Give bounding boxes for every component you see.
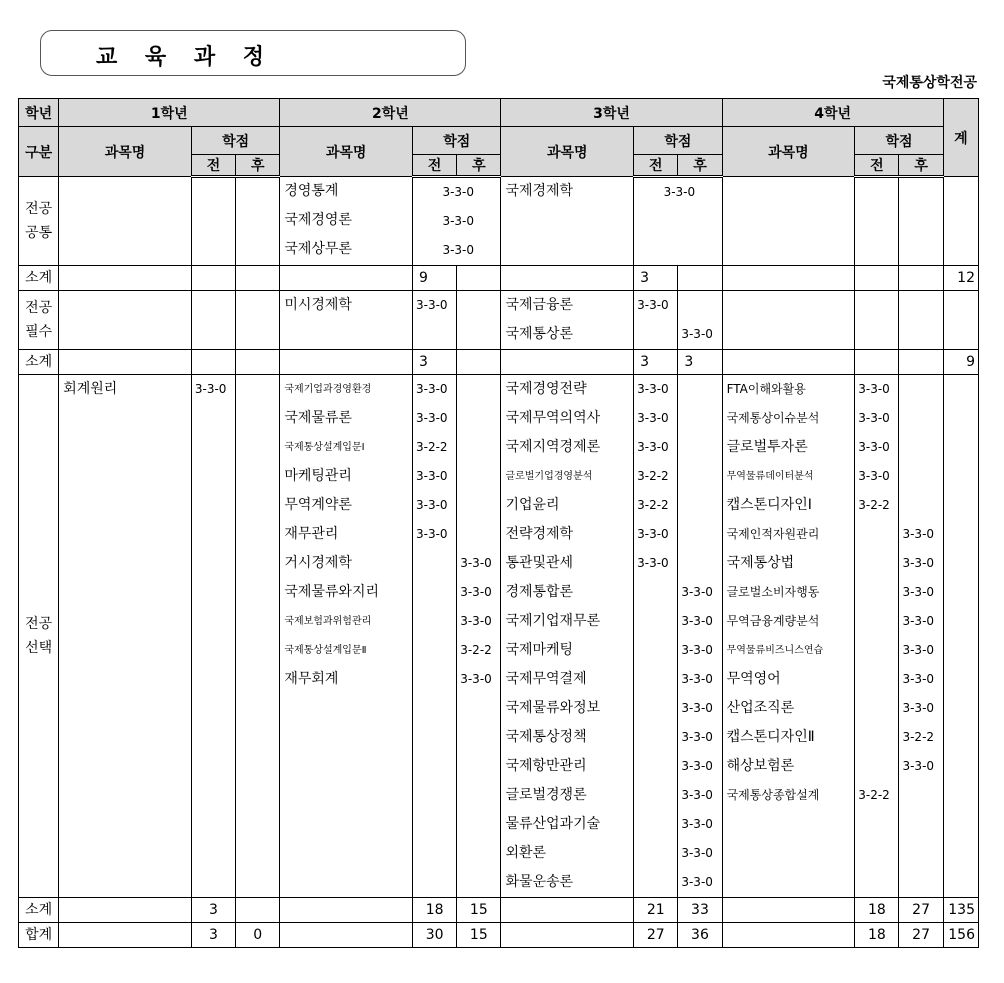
grand-total-y3-second: 36 (678, 923, 722, 948)
course-credit: 3-3-0 (902, 701, 935, 715)
course-name: 글로벌기업경영분석 (505, 471, 593, 482)
course-name: 통관및관세 (505, 555, 574, 571)
course-credit: 3-3-0 (902, 643, 935, 657)
course-credit: 3-3-0 (681, 672, 713, 686)
course-credit (634, 723, 677, 752)
course-name: 국제경영론 (284, 212, 352, 228)
course-header-y3: 과목명 (501, 127, 634, 177)
course-name: 경영통계 (284, 183, 339, 199)
course-name: 글로벌투자론 (726, 439, 808, 455)
elective-subtotal-y2-second: 15 (457, 898, 501, 923)
course-credit (899, 462, 942, 491)
course-header-y4: 과목명 (722, 127, 855, 177)
course-credit: 3-3-0 (681, 846, 713, 860)
first-sem-header-y3: 전 (634, 155, 678, 177)
course-credit (678, 375, 721, 404)
page-title: 교 육 과 정 (96, 44, 274, 70)
elective-y1-second (236, 375, 280, 898)
course-name: 회계원리 (63, 381, 118, 397)
course-name: 기업윤리 (505, 497, 560, 513)
course-credit: 3-3-0 (902, 585, 935, 599)
course-name: 국제금융론 (505, 297, 574, 313)
category-required: 전공 필수 (19, 291, 59, 350)
course-name: 국제기업재무론 (505, 613, 601, 629)
required-subtotal-y3-second: 3 (678, 350, 722, 375)
course-credit: 3-3-0 (416, 498, 448, 512)
course-credit (634, 694, 677, 723)
department-name: 국제통상학전공 (882, 75, 977, 91)
course-credit (634, 578, 677, 607)
course-credit: 3-3-0 (902, 672, 935, 686)
elective-subtotal-y2-first: 18 (413, 898, 457, 923)
required-y2-courses (280, 291, 413, 350)
course-credit: 3-3-0 (460, 585, 492, 599)
course-credit: 3-3-0 (194, 382, 227, 396)
course-name: 국제상무론 (284, 241, 352, 257)
course-credit: 3-3-0 (637, 411, 669, 425)
course-credit (678, 462, 721, 491)
elective-subtotal-total: 135 (943, 898, 978, 923)
course-credit: 3-3-0 (442, 185, 475, 199)
common-y2-credits (413, 177, 501, 266)
course-name: 화물운송론 (505, 874, 574, 890)
first-sem-header-y4: 전 (855, 155, 899, 177)
elective-y3-first (634, 375, 678, 898)
category-common: 전공 공통 (19, 177, 59, 266)
credit-header-y1: 학점 (191, 127, 279, 155)
first-sem-header-y2: 전 (413, 155, 457, 177)
course-credit (855, 723, 898, 752)
course-name: 무역계약론 (284, 497, 352, 513)
common-subtotal-label: 소계 (19, 266, 59, 291)
course-name: 재무회계 (284, 671, 339, 687)
course-credit (678, 433, 721, 462)
course-credit (457, 462, 500, 491)
grand-total-y2-first: 30 (413, 923, 457, 948)
course-credit: 3-3-0 (663, 185, 696, 199)
course-credit (634, 636, 677, 665)
elective-subtotal-y1-second (236, 898, 280, 923)
common-y2-courses (280, 177, 413, 266)
elective-y4-first (855, 375, 899, 898)
elective-subtotal-label: 소계 (19, 898, 59, 923)
course-name: 국제통상이슈분석 (726, 411, 820, 425)
course-credit (855, 694, 898, 723)
course-name: 재무관리 (284, 526, 339, 542)
first-sem-header-y1: 전 (191, 155, 235, 177)
course-credit: 3-3-0 (681, 614, 713, 628)
course-credit (634, 781, 677, 810)
course-credit: 3-3-0 (416, 298, 448, 312)
course-credit: 3-3-0 (858, 469, 890, 483)
required-subtotal-y3-first: 3 (634, 350, 678, 375)
course-credit: 3-3-0 (681, 788, 713, 802)
course-credit (634, 868, 677, 897)
second-sem-header-y2: 후 (457, 155, 501, 177)
course-credit: 3-3-0 (858, 382, 890, 396)
category-header: 구분 (19, 127, 59, 177)
course-credit (634, 607, 677, 636)
course-credit: 3-3-0 (637, 556, 669, 570)
course-credit (236, 375, 279, 404)
year-1-header: 1학년 (59, 99, 280, 127)
course-credit (855, 578, 898, 607)
grand-total-label: 합계 (19, 923, 59, 948)
grand-total-y1-second: 0 (236, 923, 280, 948)
course-credit (855, 607, 898, 636)
second-sem-header-y3: 후 (678, 155, 722, 177)
course-credit (413, 665, 456, 694)
course-name: 국제무역의역사 (505, 410, 601, 426)
elective-y3-second (678, 375, 722, 898)
course-name: 국제통상설계입문Ⅱ (284, 645, 367, 656)
required-y3-second (678, 291, 722, 350)
course-header-y2: 과목명 (280, 127, 413, 177)
course-credit (413, 607, 456, 636)
course-credit: 3-3-0 (681, 817, 713, 831)
elective-subtotal-y1-first: 3 (191, 898, 235, 923)
course-name: 무역영어 (726, 671, 781, 687)
course-credit (634, 752, 677, 781)
course-credit: 3-3-0 (902, 556, 935, 570)
course-credit: 3-3-0 (460, 556, 492, 570)
course-name: 캡스톤디자인Ⅰ (726, 497, 812, 513)
course-credit: 3-2-2 (858, 498, 890, 512)
course-credit (678, 520, 721, 549)
course-name: 경제통합론 (505, 584, 574, 600)
grand-total-y3-first: 27 (634, 923, 678, 948)
course-name: 국제물류와정보 (505, 700, 601, 716)
course-name: 거시경제학 (284, 555, 352, 571)
course-name: FTA이해와활용 (726, 382, 806, 396)
credit-header-y3: 학점 (634, 127, 722, 155)
required-y3-first (634, 291, 678, 350)
course-credit: 3-3-0 (637, 527, 669, 541)
course-credit (457, 520, 500, 549)
course-credit (899, 781, 942, 810)
required-y2-second (457, 291, 501, 350)
course-credit: 3-3-0 (681, 585, 713, 599)
total-header: 계 (943, 99, 978, 177)
title-box (40, 30, 466, 76)
elective-y4-courses (722, 375, 855, 898)
year-header-label: 학년 (19, 99, 59, 127)
course-credit (855, 520, 898, 549)
course-credit: 3-3-0 (637, 382, 669, 396)
course-credit: 3-3-0 (681, 759, 713, 773)
course-credit (413, 549, 456, 578)
course-credit: 3-3-0 (681, 875, 713, 889)
elective-y1-first (191, 375, 235, 898)
course-credit: 3-3-0 (416, 527, 448, 541)
required-subtotal-total: 9 (943, 350, 978, 375)
credit-header-y4: 학점 (855, 127, 943, 155)
course-credit: 3-3-0 (902, 614, 935, 628)
course-credit: 3-2-2 (637, 498, 669, 512)
required-subtotal-y2-first: 3 (413, 350, 457, 375)
course-name: 국제보험과위험관리 (284, 616, 372, 627)
elective-y4-second (899, 375, 943, 898)
course-credit: 3-2-2 (637, 469, 669, 483)
course-credit (457, 404, 500, 433)
course-credit (457, 491, 500, 520)
course-credit (678, 404, 721, 433)
course-credit (678, 291, 721, 320)
common-subtotal-y2-first: 9 (413, 266, 457, 291)
course-name: 국제통상정책 (505, 729, 587, 745)
course-name: 국제경제학 (505, 183, 574, 199)
course-credit (457, 375, 500, 404)
elective-subtotal-y4-first: 18 (855, 898, 899, 923)
course-name: 미시경제학 (284, 297, 352, 313)
course-credit (413, 578, 456, 607)
course-credit: 3-3-0 (442, 243, 475, 257)
grand-total-y4-second: 27 (899, 923, 943, 948)
course-credit (457, 433, 500, 462)
grand-total-y1-first: 3 (191, 923, 235, 948)
elective-y3-courses (501, 375, 634, 898)
grand-total-y2-second: 15 (457, 923, 501, 948)
course-name: 글로벌경쟁론 (505, 787, 587, 803)
elective-subtotal-y4-second: 27 (899, 898, 943, 923)
course-name: 글로벌소비자행동 (726, 585, 820, 599)
required-y2-first (413, 291, 457, 350)
course-name: 해상보험론 (726, 758, 795, 774)
course-name: 물류산업과기술 (505, 816, 601, 832)
course-name: 국제경영전략 (505, 381, 587, 397)
course-credit (855, 665, 898, 694)
course-credit (634, 665, 677, 694)
course-name: 국제물류와지리 (284, 584, 379, 600)
course-credit: 3-3-0 (416, 411, 448, 425)
elective-y2-first (413, 375, 457, 898)
course-name: 산업조직론 (726, 700, 795, 716)
course-credit: 3-2-2 (460, 643, 492, 657)
course-credit: 3-3-0 (416, 382, 448, 396)
course-credit (899, 404, 942, 433)
required-subtotal-label: 소계 (19, 350, 59, 375)
course-credit (899, 433, 942, 462)
course-credit (855, 752, 898, 781)
course-name: 무역물류데이터분석 (726, 471, 814, 482)
elective-y2-courses (280, 375, 413, 898)
course-credit (634, 810, 677, 839)
course-credit: 3-3-0 (681, 643, 713, 657)
course-credit (678, 549, 721, 578)
course-name: 국제통상법 (726, 555, 795, 571)
required-y3-courses (501, 291, 634, 350)
category-elective: 전공 선택 (19, 375, 59, 898)
course-name: 국제기업과경영환경 (284, 384, 372, 395)
course-name: 국제항만관리 (505, 758, 587, 774)
second-sem-header-y1: 후 (236, 155, 280, 177)
course-credit: 3-3-0 (681, 730, 713, 744)
common-y3-credits (634, 177, 722, 266)
course-credit (678, 491, 721, 520)
year-3-header: 3학년 (501, 99, 722, 127)
course-name: 국제물류론 (284, 410, 352, 426)
course-credit: 3-2-2 (902, 730, 935, 744)
common-subtotal-y3-first: 3 (634, 266, 678, 291)
elective-y1-courses (59, 375, 192, 898)
common-subtotal-total: 12 (943, 266, 978, 291)
course-name: 마케팅관리 (284, 468, 352, 484)
course-name: 국제마케팅 (505, 642, 574, 658)
course-credit: 3-3-0 (416, 469, 448, 483)
course-credit: 3-2-2 (858, 788, 890, 802)
course-credit: 3-3-0 (858, 440, 890, 454)
grand-total-y4-first: 18 (855, 923, 899, 948)
course-credit (457, 291, 500, 320)
course-name: 외환론 (505, 845, 547, 861)
course-credit: 3-3-0 (637, 298, 669, 312)
course-name: 국제무역결제 (505, 671, 587, 687)
course-credit: 3-3-0 (637, 440, 669, 454)
course-name: 무역물류비즈니스연습 (726, 645, 824, 656)
course-credit: 3-3-0 (902, 527, 935, 541)
course-credit (634, 839, 677, 868)
elective-subtotal-y3-second: 33 (678, 898, 722, 923)
second-sem-header-y4: 후 (899, 155, 943, 177)
curriculum-table (18, 98, 979, 948)
course-name: 국제통상론 (505, 326, 574, 342)
year-2-header: 2학년 (280, 99, 501, 127)
course-credit: 3-3-0 (460, 614, 492, 628)
course-name: 국제지역경제론 (505, 439, 601, 455)
course-credit (855, 549, 898, 578)
course-credit: 3-3-0 (442, 214, 475, 228)
course-name: 국제인적자원관리 (726, 527, 820, 541)
course-credit (634, 320, 677, 349)
course-name: 국제통상설계입문Ⅰ (284, 442, 365, 453)
course-name: 캡스톤디자인Ⅱ (726, 729, 815, 745)
credit-header-y2: 학점 (413, 127, 501, 155)
common-y3-courses (501, 177, 634, 266)
course-credit: 3-3-0 (858, 411, 890, 425)
course-name: 무역금융계량분석 (726, 614, 820, 628)
elective-subtotal-y3-first: 21 (634, 898, 678, 923)
course-header-y1: 과목명 (59, 127, 192, 177)
course-credit: 3-2-2 (416, 440, 448, 454)
course-name: 국제통상종합설계 (726, 788, 820, 802)
course-credit: 3-3-0 (681, 327, 713, 341)
course-credit: 3-3-0 (902, 759, 935, 773)
course-credit (899, 491, 942, 520)
year-4-header: 4학년 (722, 99, 943, 127)
course-credit (855, 636, 898, 665)
course-credit (899, 375, 942, 404)
elective-y2-second (457, 375, 501, 898)
course-credit: 3-3-0 (681, 701, 713, 715)
grand-total-total: 156 (943, 923, 978, 948)
course-credit: 3-3-0 (460, 672, 492, 686)
course-credit (413, 636, 456, 665)
course-name: 전략경제학 (505, 526, 574, 542)
